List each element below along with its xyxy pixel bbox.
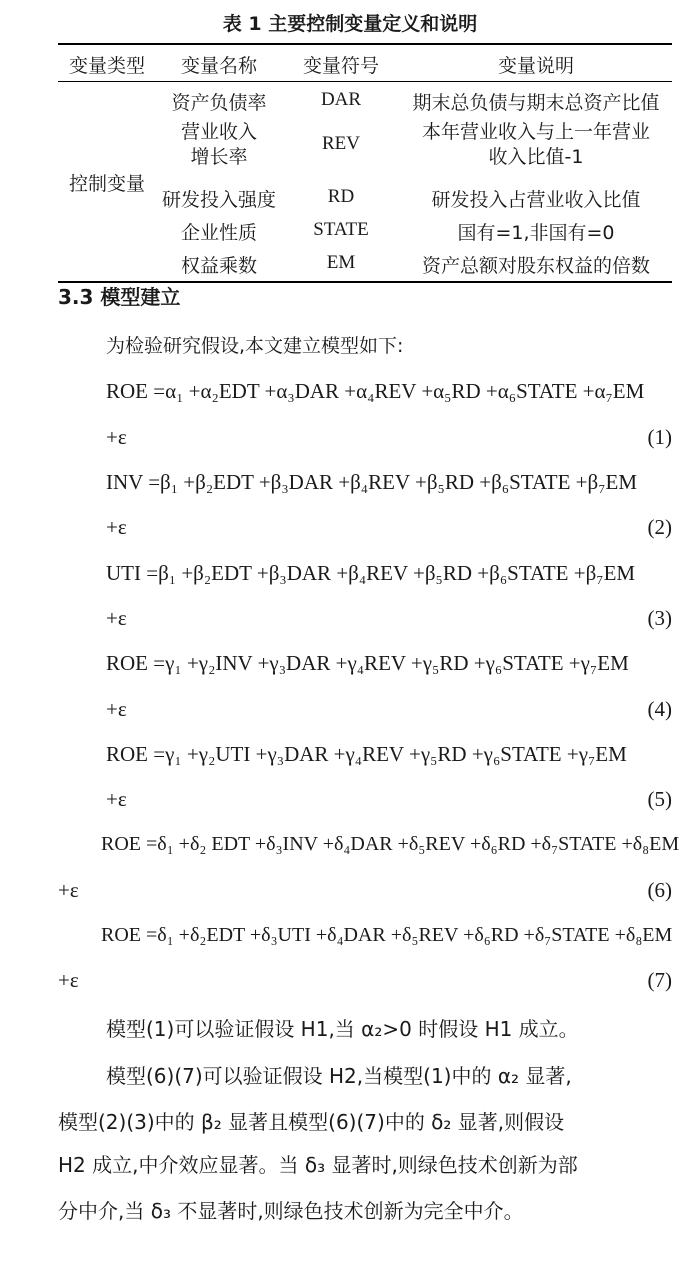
equation-2-continuation: +ε xyxy=(106,515,127,539)
row-name: 权益乘数 xyxy=(180,255,257,277)
equation-2: INV =β₁ +β₂EDT +β₃DAR +β₄REV +β₅RD +β₆STATE +β₇EM xyxy=(106,470,638,494)
section-heading: 3.3 模型建立 xyxy=(58,285,181,309)
equation-1-number: (1) xyxy=(647,425,672,449)
table-header-row xyxy=(58,45,672,82)
intro-text: 为检验研究假设,本文建立模型如下: xyxy=(106,335,404,357)
equation-3-number: (3) xyxy=(647,606,672,630)
row-symbol: DAR xyxy=(320,89,362,110)
row-description: 期末总负债与期末总资产比值 xyxy=(412,92,660,114)
equation-7-continuation: +ε xyxy=(58,968,79,992)
equation-5-number: (5) xyxy=(647,787,672,811)
row-name-line1: 营业收入 xyxy=(180,121,257,143)
equation-7: ROE =δ₁ +δ₂EDT +δ₃UTI +δ₄DAR +δ₅REV +δ₆RD +δ₇STATE +δ₈EM xyxy=(101,924,673,946)
paragraph-line-2: 模型(6)(7)可以验证假设 H2,当模型(1)中的 α₂ 显著, xyxy=(106,1064,572,1088)
row-name-line2: 增长率 xyxy=(190,146,248,168)
row-name: 资产负债率 xyxy=(171,92,267,114)
row-name: 研发投入强度 xyxy=(161,189,276,211)
header-variable-type: 变量类型 xyxy=(68,55,145,77)
row-description-line1: 本年营业收入与上一年营业 xyxy=(421,121,650,143)
row-description: 研发投入占营业收入比值 xyxy=(431,189,641,211)
table-body xyxy=(58,82,672,281)
paragraph-line-4: H2 成立,中介效应显著。当 δ₃ 显著时,则绿色技术创新为部 xyxy=(58,1153,578,1177)
paragraph-line-3: 模型(2)(3)中的 β₂ 显著且模型(6)(7)中的 δ₂ 显著,则假设 xyxy=(58,1110,565,1134)
group-label: 控制变量 xyxy=(68,173,145,195)
equation-5: ROE =γ₁ +γ₂UTI +γ₃DAR +γ₄REV +γ₅RD +γ₆STATE +γ₇EM xyxy=(106,742,627,766)
row-description: 国有=1,非国有=0 xyxy=(457,222,615,244)
paragraph-line-1: 模型(1)可以验证假设 H1,当 α₂>0 时假设 H1 成立。 xyxy=(106,1017,579,1041)
equation-4-continuation: +ε xyxy=(106,697,127,721)
header-variable-symbol: 变量符号 xyxy=(302,55,379,77)
row-symbol: RD xyxy=(327,186,355,207)
equation-6-number: (6) xyxy=(647,878,672,902)
row-symbol: REV xyxy=(322,133,360,154)
table-caption: 表 1 主要控制变量定义和说明 xyxy=(222,13,478,35)
equation-1: ROE =α₁ +α₂EDT +α₃DAR +α₄REV +α₅RD +α₆STATE +α₇EM xyxy=(106,379,645,403)
row-description: 资产总额对股东权益的倍数 xyxy=(421,255,650,277)
equation-4-number: (4) xyxy=(647,697,672,721)
header-variable-name: 变量名称 xyxy=(180,55,257,77)
equation-6-continuation: +ε xyxy=(58,878,79,902)
equation-2-number: (2) xyxy=(647,515,672,539)
equation-6: ROE =δ₁ +δ₂ EDT +δ₃INV +δ₄DAR +δ₅REV +δ₆RD +δ₇STATE +δ₈EM xyxy=(101,833,680,855)
equation-3: UTI =β₁ +β₂EDT +β₃DAR +β₄REV +β₅RD +β₆STATE +β₇EM xyxy=(106,561,636,585)
equation-1-continuation: +ε xyxy=(106,425,127,449)
row-description-line2: 收入比值-1 xyxy=(488,146,584,168)
paragraph-line-5: 分中介,当 δ₃ 不显著时,则绿色技术创新为完全中介。 xyxy=(58,1199,524,1223)
equation-4: ROE =γ₁ +γ₂INV +γ₃DAR +γ₄REV +γ₅RD +γ₆STATE +γ₇EM xyxy=(106,651,629,675)
equation-3-continuation: +ε xyxy=(106,606,127,630)
equation-5-continuation: +ε xyxy=(106,787,127,811)
row-symbol: STATE xyxy=(313,219,369,240)
row-symbol: EM xyxy=(326,252,356,273)
header-variable-description: 变量说明 xyxy=(497,55,574,77)
control-variables-table xyxy=(58,43,672,283)
row-name: 企业性质 xyxy=(180,222,257,244)
equation-7-number: (7) xyxy=(647,968,672,992)
